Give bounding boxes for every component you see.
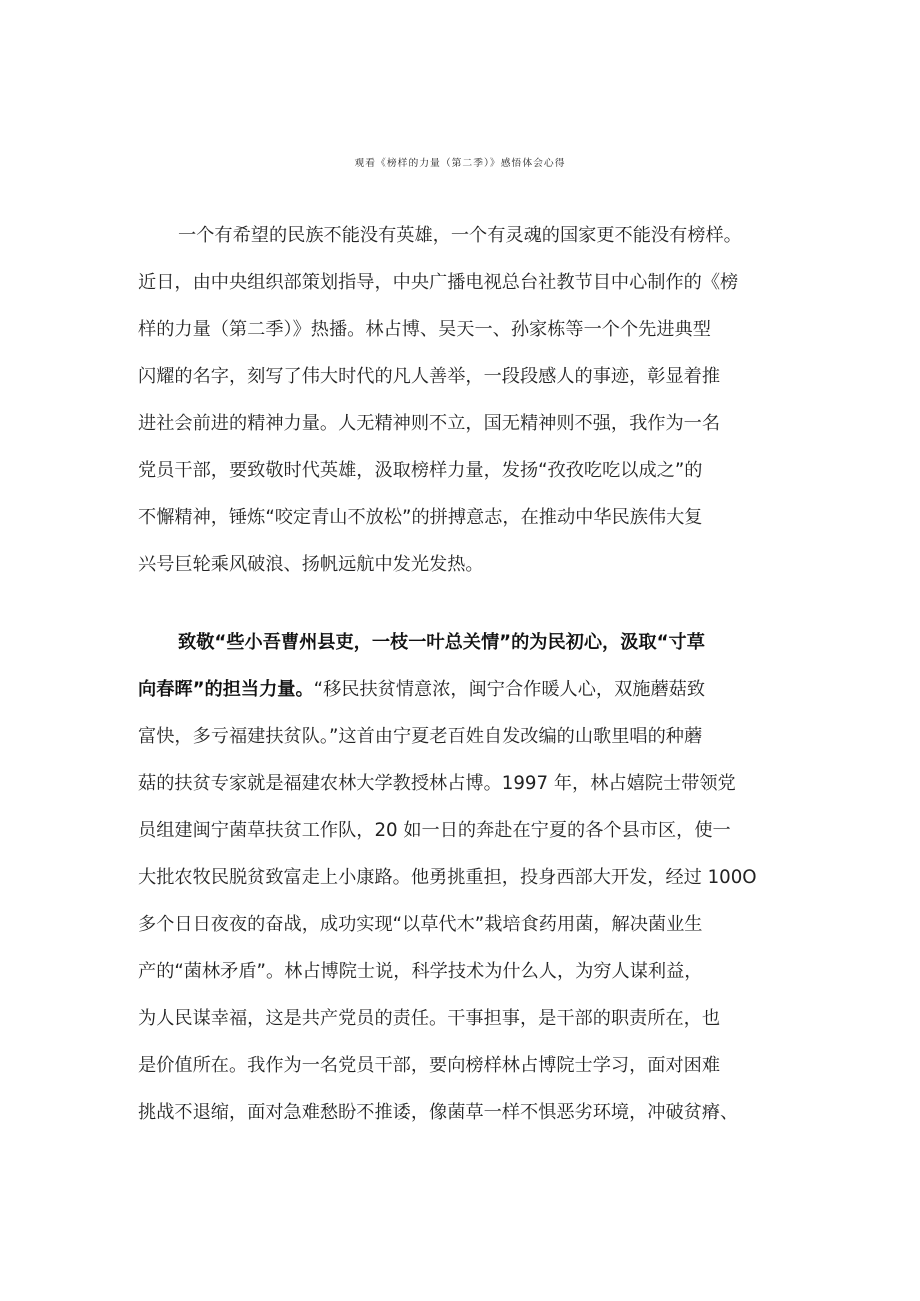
- text-line: 兴号巨轮乘风破浪、扬帆远航中发光发热。: [138, 554, 484, 575]
- text-line: 一个有希望的民族不能没有英雄，一个有灵魂的国家更不能没有榜样。: [178, 225, 742, 246]
- section-heading-end: 向春晖”的担当力量。: [138, 679, 314, 700]
- text-line: 党员干部，要致敬时代英雄，汲取榜样力量，发扬“孜孜吃吃以成之”的: [138, 460, 703, 481]
- text-line: 闪耀的名字，刻写了伟大时代的凡人善举，一段段感人的事迹，彰显着推: [138, 366, 721, 387]
- text-line: 进社会前进的精神力量。人无精神则不立，国无精神则不强，我作为一名: [138, 413, 721, 434]
- text-line: 产的“菌林矛盾”。林占博院士说，科学技术为什么人，为穷人谋利益，: [138, 961, 703, 982]
- text-line: 菇的扶贫专家就是福建农林大学教授林占博。1997 年，林占嬉院士带领党: [138, 773, 736, 794]
- text-line: 大批农牧民脱贫致富走上小康路。他勇挑重担，投身西部大开发，经过 100O: [138, 867, 757, 888]
- text-line: 近日，由中央组织部策划指导，中央广播电视总台社教节目中心制作的《榜: [138, 272, 739, 293]
- section-heading-line: 致敬“些小吾曹州县吏，一枝一叶总关情”的为民初心，汲取“寸草: [178, 632, 705, 653]
- text-line: 员组建闽宁菌草扶贫工作队，20 如一日的奔赴在宁夏的各个县市区，使一: [138, 820, 731, 841]
- text-line: 样的力量（第二季）》热播。林占博、吴天一、孙家栋等一个个先进典型: [138, 319, 711, 340]
- document-title: 观看《榜样的力量（第二季）》感悟体会心得: [354, 158, 566, 169]
- mixed-text-line: [138, 675, 705, 705]
- text-line: 为人民谋幸福，这是共产党员的责任。干事担事，是干部的职责所在，也: [138, 1008, 721, 1029]
- text-line: 富快，多亏福建扶贫队。”这首由宁夏老百姓自发改编的山歌里唱的种蘑: [138, 726, 703, 747]
- text-line: 不懈精神，锤炼“咬定青山不放松”的拼搏意志，在推动中华民族伟大复: [138, 507, 703, 528]
- text-span: “移民扶贫情意浓，闽宁合作暖人心，双施蘑菇致: [313, 679, 706, 700]
- text-line: 是价值所在。我作为一名党员干部，要向榜样林占博院士学习，面对困难: [138, 1055, 721, 1076]
- text-line: 挑战不退缩，面对急难愁盼不推诿，像菌草一样不惧恶劣环境，冲破贫瘠、: [138, 1102, 739, 1123]
- text-line: 多个日日夜夜的奋战，成功实现“以草代木”栽培食药用菌，解决菌业生: [138, 914, 703, 935]
